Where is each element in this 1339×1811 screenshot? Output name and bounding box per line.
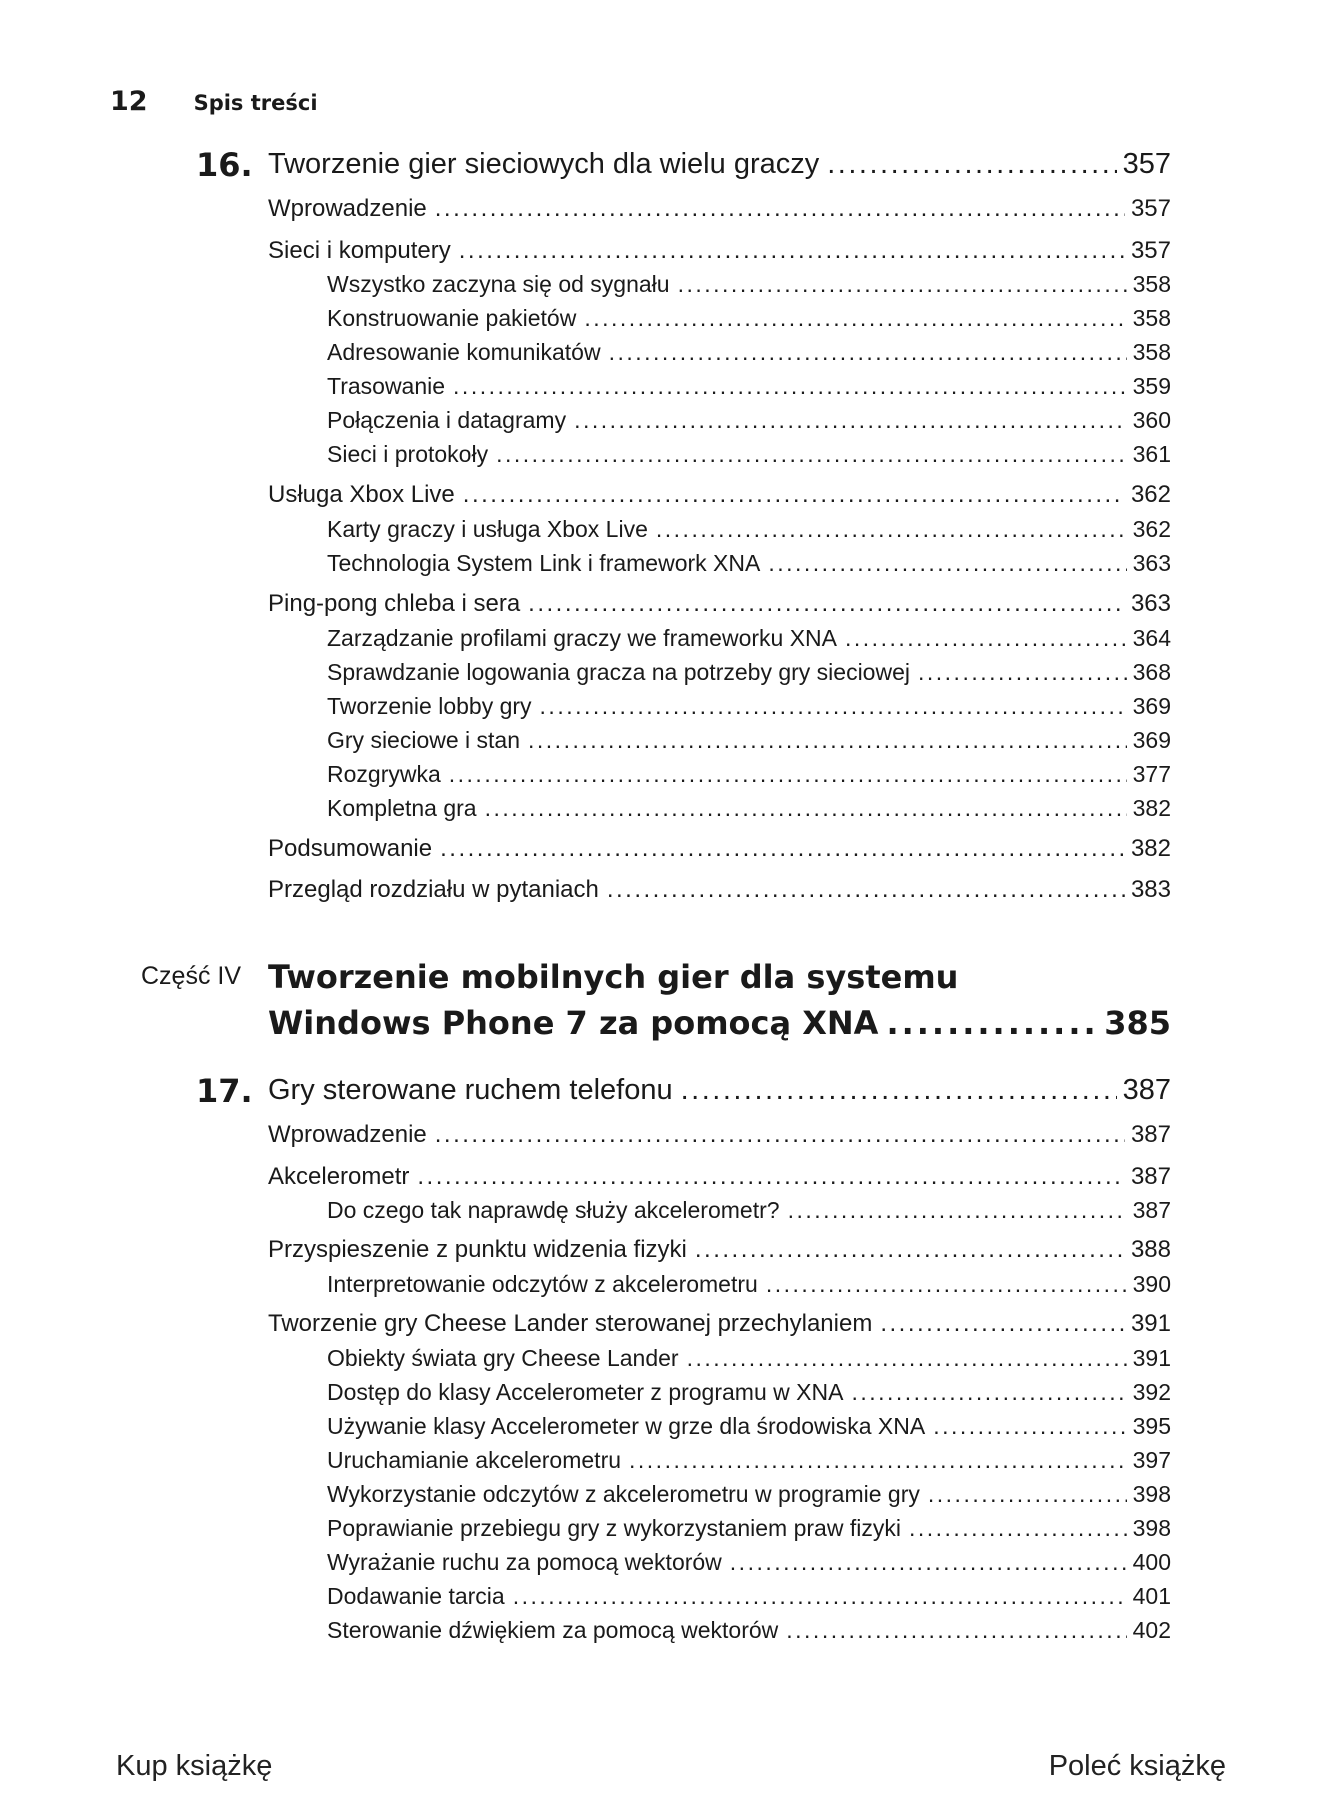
buy-book-link[interactable]: Kup książkę: [116, 1750, 273, 1782]
dot-leader: [681, 1074, 1117, 1107]
toc-entry[interactable]: [327, 727, 1171, 754]
toc-entry[interactable]: [268, 590, 1171, 618]
dot-leader: [845, 625, 1127, 652]
toc-entry[interactable]: [327, 516, 1171, 543]
dot-leader: [730, 1549, 1127, 1576]
part-title-line1: Tworzenie mobilnych gier dla systemu: [268, 958, 959, 996]
toc-entry[interactable]: [327, 1197, 1171, 1224]
toc-entry[interactable]: [327, 1447, 1171, 1474]
dot-leader: [453, 373, 1127, 400]
toc-page: 358: [1132, 339, 1171, 365]
toc-title: Zarządzanie profilami graczy we frameworku XNA: [327, 625, 838, 651]
toc-title: Wszystko zaczyna się od sygnału: [327, 271, 670, 297]
toc-page: 401: [1132, 1583, 1171, 1609]
toc-page: 383: [1130, 876, 1171, 903]
toc-chapter-17[interactable]: [268, 1074, 1171, 1107]
toc-page: 387: [1130, 1163, 1171, 1190]
toc-page: 368: [1132, 659, 1171, 685]
toc-page: 357: [1130, 237, 1171, 264]
toc-chapter-16[interactable]: [268, 148, 1171, 181]
toc-title: Wykorzystanie odczytów z akcelerometru w programie gry: [327, 1481, 920, 1507]
toc-entry[interactable]: [268, 1236, 1171, 1264]
recommend-book-link[interactable]: Poleć książkę: [1048, 1750, 1226, 1782]
toc-title: Przyspieszenie z punktu widzenia fizyki: [268, 1236, 687, 1263]
dot-leader: [463, 481, 1125, 509]
dot-leader: [678, 271, 1127, 298]
dot-leader: [786, 1617, 1126, 1644]
dot-leader: [918, 659, 1127, 686]
toc-title: Tworzenie gry Cheese Lander sterowanej przechylaniem: [268, 1310, 873, 1337]
toc-page: 390: [1132, 1271, 1171, 1297]
toc-page: 362: [1132, 516, 1171, 542]
toc-title: Gry sieciowe i stan: [327, 727, 521, 753]
dot-leader: [449, 761, 1127, 788]
toc-entry[interactable]: [327, 1379, 1171, 1406]
toc-entry[interactable]: [327, 1549, 1171, 1576]
toc-title: Dostęp do klasy Accelerometer z programu w XNA: [327, 1379, 844, 1405]
toc-entry[interactable]: [268, 1310, 1171, 1338]
toc-entry[interactable]: [327, 1481, 1171, 1508]
toc-page: 362: [1130, 481, 1171, 508]
toc-title: Tworzenie lobby gry: [327, 693, 532, 719]
toc-entry[interactable]: [268, 1121, 1171, 1149]
toc-page: 387: [1130, 1121, 1171, 1148]
dot-leader: [584, 305, 1126, 332]
dot-leader: [768, 550, 1126, 577]
toc-title: Do czego tak naprawdę służy akcelerometr?: [327, 1197, 780, 1223]
toc-title: Obiekty świata gry Cheese Lander: [327, 1345, 679, 1371]
toc-page: 363: [1130, 590, 1171, 617]
dot-leader: [933, 1413, 1126, 1440]
dot-leader: [440, 835, 1125, 863]
toc-page: 363: [1132, 550, 1171, 576]
chapter-number: 16.: [196, 146, 253, 184]
toc-page: 369: [1132, 727, 1171, 753]
dot-leader: [909, 1515, 1127, 1542]
dot-leader: [656, 516, 1127, 543]
toc-part-4[interactable]: [268, 1004, 1171, 1042]
toc-title: Gry sterowane ruchem telefonu: [268, 1074, 673, 1106]
toc-title: Kompletna gra: [327, 795, 477, 821]
running-title: Spis treści: [193, 91, 318, 115]
toc-page: 395: [1132, 1413, 1171, 1439]
toc-title: Używanie klasy Accelerometer w grze dla środowiska XNA: [327, 1413, 926, 1439]
toc-page: 398: [1132, 1481, 1171, 1507]
toc-entry[interactable]: [327, 441, 1171, 468]
dot-leader: [496, 441, 1127, 468]
toc-title: Adresowanie komunikatów: [327, 339, 601, 365]
toc-entry[interactable]: [327, 373, 1171, 400]
dot-leader: [695, 1236, 1125, 1264]
toc-page: 364: [1132, 625, 1171, 651]
toc-page: 377: [1132, 761, 1171, 787]
toc-page: 388: [1130, 1236, 1171, 1263]
toc-page: 391: [1132, 1345, 1171, 1371]
toc-title: Przegląd rozdziału w pytaniach: [268, 876, 599, 903]
part-title-line2: Windows Phone 7 za pomocą XNA: [268, 1004, 879, 1042]
toc-page: 358: [1132, 271, 1171, 297]
toc-page: 358: [1132, 305, 1171, 331]
toc-title: Ping-pong chleba i sera: [268, 590, 521, 617]
toc-title: Połączenia i datagramy: [327, 407, 567, 433]
toc-page: 387: [1122, 1074, 1171, 1106]
dot-leader: [435, 1121, 1125, 1149]
toc-title: Podsumowanie: [268, 835, 433, 862]
page-header: [110, 86, 318, 126]
dot-leader: [459, 237, 1125, 265]
dot-leader: [886, 1004, 1098, 1042]
toc-title: Uruchamianie akcelerometru: [327, 1447, 622, 1473]
dot-leader: [609, 339, 1127, 366]
toc-page: 392: [1132, 1379, 1171, 1405]
dot-leader: [607, 876, 1125, 904]
toc-entry[interactable]: [268, 481, 1171, 509]
toc-entry[interactable]: [268, 835, 1171, 863]
toc-title: Trasowanie: [327, 373, 446, 399]
dot-leader: [851, 1379, 1126, 1406]
dot-leader: [880, 1310, 1125, 1338]
toc-entry[interactable]: [327, 1271, 1171, 1298]
page-number: 12: [110, 86, 148, 117]
toc-entry[interactable]: [327, 1515, 1171, 1542]
toc-entry[interactable]: [327, 339, 1171, 366]
toc-title: Tworzenie gier sieciowych dla wielu graczy: [268, 148, 820, 180]
toc-page: 360: [1132, 407, 1171, 433]
toc-entry[interactable]: [327, 1583, 1171, 1610]
dot-leader: [827, 148, 1116, 181]
toc-title: Wyrażanie ruchu za pomocą wektorów: [327, 1549, 722, 1575]
dot-leader: [417, 1163, 1125, 1191]
toc-title: Sieci i protokoły: [327, 441, 489, 467]
toc-entry[interactable]: [327, 693, 1171, 720]
toc-title: Karty graczy i usługa Xbox Live: [327, 516, 648, 542]
dot-leader: [629, 1447, 1127, 1474]
dot-leader: [528, 727, 1127, 754]
toc-title: Akcelerometr: [268, 1163, 410, 1190]
toc-page: 385: [1104, 1004, 1171, 1042]
toc-entry[interactable]: [327, 625, 1171, 652]
toc-entry[interactable]: [327, 407, 1171, 434]
toc-page: 400: [1132, 1549, 1171, 1575]
toc-page: 357: [1130, 195, 1171, 222]
toc-title: Interpretowanie odczytów z akcelerometru: [327, 1271, 758, 1297]
toc-title: Wprowadzenie: [268, 195, 427, 222]
toc-entry[interactable]: [327, 1617, 1171, 1644]
toc-title: Usługa Xbox Live: [268, 481, 455, 508]
dot-leader: [540, 693, 1127, 720]
toc-page: 402: [1132, 1617, 1171, 1643]
toc-title: Sterowanie dźwiękiem za pomocą wektorów: [327, 1617, 779, 1643]
toc-entry[interactable]: [327, 550, 1171, 577]
dot-leader: [766, 1271, 1127, 1298]
toc-entry[interactable]: [268, 237, 1171, 265]
dot-leader: [928, 1481, 1127, 1508]
toc-page: 397: [1132, 1447, 1171, 1473]
toc-entry[interactable]: [327, 761, 1171, 788]
toc-page: 398: [1132, 1515, 1171, 1541]
chapter-number: 17.: [196, 1072, 253, 1110]
toc-page: 357: [1122, 148, 1171, 180]
toc-entry[interactable]: [327, 271, 1171, 298]
toc-title: Technologia System Link i framework XNA: [327, 550, 761, 576]
toc-page: 387: [1132, 1197, 1171, 1223]
toc-entry[interactable]: [327, 1413, 1171, 1440]
toc-entry[interactable]: [327, 1345, 1171, 1372]
dot-leader: [788, 1197, 1127, 1224]
toc-entry[interactable]: [268, 1163, 1171, 1191]
toc-page: 359: [1132, 373, 1171, 399]
toc-title: Dodawanie tarcia: [327, 1583, 505, 1609]
toc-title: Rozgrywka: [327, 761, 441, 787]
toc-page: 382: [1132, 795, 1171, 821]
dot-leader: [485, 795, 1127, 822]
dot-leader: [435, 195, 1125, 223]
dot-leader: [513, 1583, 1127, 1610]
toc-entry[interactable]: [327, 305, 1171, 332]
toc-title: Sprawdzanie logowania gracza na potrzeby gry sieciowej: [327, 659, 910, 685]
toc-entry[interactable]: [268, 876, 1171, 904]
toc-page: 391: [1130, 1310, 1171, 1337]
dot-leader: [528, 590, 1125, 618]
toc-title: Konstruowanie pakietów: [327, 305, 577, 331]
toc-page: 382: [1130, 835, 1171, 862]
toc-page: 369: [1132, 693, 1171, 719]
toc-entry[interactable]: [327, 795, 1171, 822]
dot-leader: [574, 407, 1127, 434]
part-label: Część IV: [141, 962, 242, 990]
toc-title: Wprowadzenie: [268, 1121, 427, 1148]
toc-entry[interactable]: [268, 195, 1171, 223]
toc-title: Poprawianie przebiegu gry z wykorzystaniem praw fizyki: [327, 1515, 901, 1541]
toc-entry[interactable]: [327, 659, 1171, 686]
dot-leader: [687, 1345, 1127, 1372]
toc-title: Sieci i komputery: [268, 237, 451, 264]
toc-page: 361: [1132, 441, 1171, 467]
